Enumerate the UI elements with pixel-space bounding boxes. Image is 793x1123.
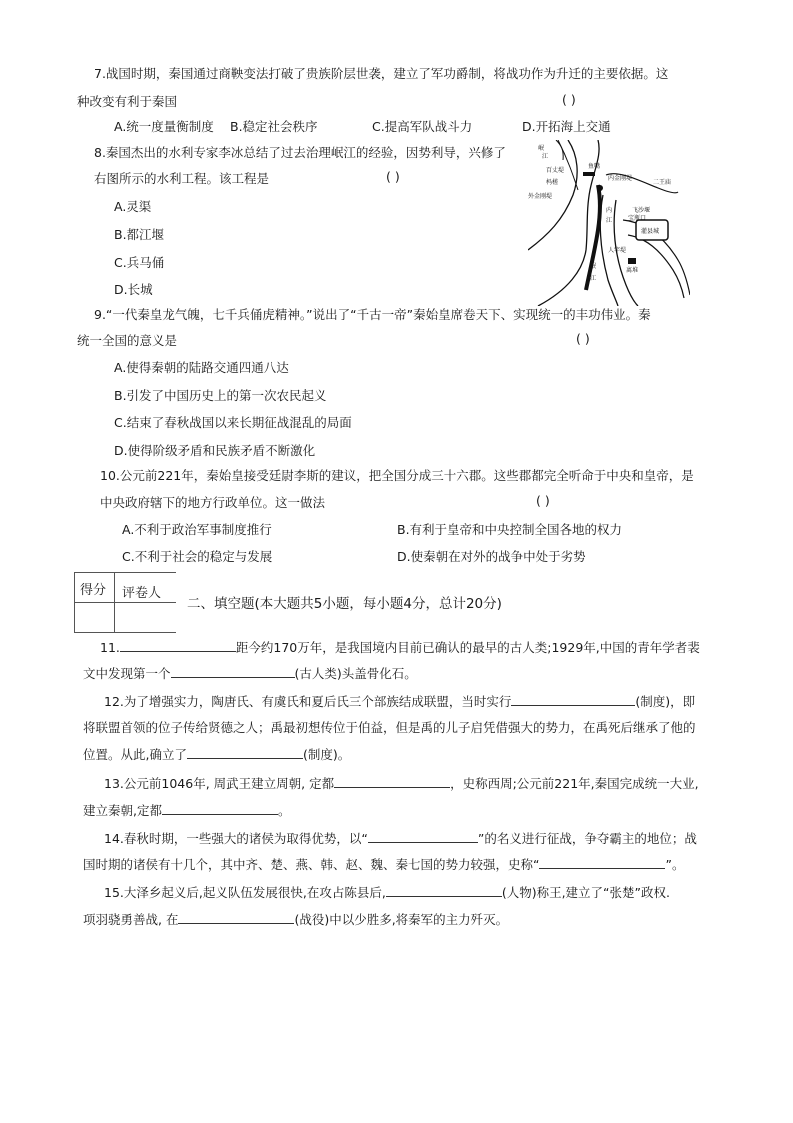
score-box bbox=[74, 572, 176, 632]
map-label-macha: 杩槎 bbox=[546, 179, 559, 186]
map-label-yuzui: 鱼嘴 bbox=[588, 163, 601, 170]
q10-option-c: C.不利于社会的稳定与发展 bbox=[122, 549, 273, 564]
q13-text-b: ，史称西周;公元前221年,秦国完成统一大业, bbox=[450, 776, 699, 791]
q12-line2: 将联盟首领的位子传给贤德之人；禹最初想传位于伯益，但是禹的儿子启凭借强大的势力，在禹死后继承了他的 bbox=[83, 720, 696, 735]
map-label-min-lower: 岷 bbox=[590, 263, 597, 270]
map-label-lidui: 离堆 bbox=[626, 267, 639, 274]
map-label-nei: 内 bbox=[606, 207, 613, 214]
q14-text-a: 14.春秋时期，一些强大的诸侯为取得优势，以“ bbox=[104, 831, 368, 846]
map-label-erwangmiao: 二王庙 bbox=[653, 179, 672, 186]
q11-text-a: 距今约170万年，是我国境内目前已确认的最早的古人类;1929年,中国的青年学者裴 bbox=[235, 640, 700, 655]
q12-text-d: (制度)。 bbox=[302, 747, 351, 762]
q9-stem-line1: 9.“一代秦皇龙气魄，七千兵俑虎精神。”说出了“千古一帝”秦始皇席卷天下、实现统一的丰功伟业。秦 bbox=[94, 307, 651, 322]
q8-answer-paren: ( ) bbox=[386, 169, 400, 184]
q9-option-c: C.结束了春秋战国以来长期征战混乱的局面 bbox=[114, 415, 352, 430]
q12-text-b: (制度)，即 bbox=[635, 694, 696, 709]
q7-stem-line2: 种改变有利于秦国 bbox=[77, 94, 178, 109]
q14-text-d: ”。 bbox=[665, 857, 685, 872]
q12-line3 bbox=[83, 744, 350, 763]
q12-blank-2[interactable] bbox=[187, 744, 303, 759]
q14-text-b: ”的名义进行征战，争夺霸主的地位；战 bbox=[477, 831, 697, 846]
q15-blank-2[interactable] bbox=[178, 909, 294, 924]
q12-text-c: 位置。从此,确立了 bbox=[83, 747, 187, 762]
q11-text-b: 文中发现第一个 bbox=[83, 666, 171, 681]
q12-line1 bbox=[104, 691, 695, 710]
q14-text-c: 国时期的诸侯有十几个，其中齐、楚、燕、韩、赵、魏、秦七国的势力较强，史称“ bbox=[83, 857, 540, 872]
map-label-baizhangdi: 百丈堤 bbox=[546, 167, 565, 174]
q15-line1 bbox=[104, 882, 670, 901]
q12-blank-1[interactable] bbox=[511, 691, 635, 706]
map-label-baopingkou: 宝瓶口 bbox=[628, 215, 647, 222]
q15-text-a: 15.大泽乡起义后,起义队伍发展很快,在攻占陈县后, bbox=[104, 885, 386, 900]
q15-text-b: (人物)称王,建立了“张楚”政权. bbox=[501, 885, 670, 900]
q13-text-c: 建立秦朝,定都 bbox=[83, 803, 162, 818]
q14-line1 bbox=[104, 828, 697, 847]
q11-blank-1[interactable] bbox=[120, 637, 236, 652]
q13-line1 bbox=[104, 773, 699, 792]
q11-line2 bbox=[83, 663, 417, 682]
q13-blank-1[interactable] bbox=[334, 773, 450, 788]
q8-option-d: D.长城 bbox=[114, 282, 153, 297]
q7-answer-paren: ( ) bbox=[562, 92, 576, 107]
map-label-inner-jingangdi: 内金刚堤 bbox=[608, 175, 633, 182]
q15-line2 bbox=[83, 909, 508, 928]
q14-line2 bbox=[83, 854, 684, 873]
section2-title: 二、填空题(本大题共5小题，每小题4分，总计20分) bbox=[187, 596, 502, 612]
q12-text-a: 12.为了增强实力，陶唐氏、有虞氏和夏后氏三个部族结成联盟，当时实行 bbox=[104, 694, 512, 709]
map-label-feishayan: 飞沙堰 bbox=[632, 207, 651, 214]
q9-stem-line2: 统一全国的意义是 bbox=[77, 333, 178, 348]
q7-stem-line1: 7.战国时期，秦国通过商鞅变法打破了贵族阶层世袭，建立了军功爵制，将战功作为升迁的主要依据。这 bbox=[94, 66, 669, 81]
q9-answer-paren: ( ) bbox=[576, 331, 590, 346]
q13-line2 bbox=[83, 800, 291, 819]
q10-option-d: D.使秦朝在对外的战争中处于劣势 bbox=[397, 549, 586, 564]
q8-stem-line2: 右图所示的水利工程。该工程是 bbox=[94, 171, 270, 186]
map-label-renzidi: 人字堤 bbox=[608, 247, 627, 254]
q8-option-c: C.兵马俑 bbox=[114, 255, 165, 270]
q8-option-a: A.灵渠 bbox=[114, 199, 152, 214]
score-label: 得分 bbox=[80, 583, 107, 598]
q11-number: 11. bbox=[100, 640, 120, 655]
dujiangyan-map bbox=[528, 140, 690, 306]
q11-line1 bbox=[100, 637, 700, 656]
q11-text-c: (古人类)头盖骨化石。 bbox=[294, 666, 417, 681]
q15-text-c: 项羽骁勇善战, 在 bbox=[83, 912, 179, 927]
q7-option-b: B.稳定社会秩序 bbox=[230, 119, 318, 134]
q15-blank-1[interactable] bbox=[386, 882, 502, 897]
q10-answer-paren: ( ) bbox=[536, 493, 550, 508]
map-label-outer-jingangdi: 外金刚堤 bbox=[528, 193, 553, 200]
q10-option-b: B.有利于皇帝和中央控制全国各地的权力 bbox=[397, 522, 623, 537]
q13-text-a: 13.公元前1046年, 周武王建立周朝, 定都 bbox=[104, 776, 335, 791]
q9-option-d: D.使得阶级矛盾和民族矛盾不断激化 bbox=[114, 443, 316, 458]
q14-blank-2[interactable] bbox=[539, 854, 665, 869]
q15-text-d: (战役)中以少胜多,将秦军的主力歼灭。 bbox=[294, 912, 509, 927]
q13-blank-2[interactable] bbox=[162, 800, 278, 815]
q10-option-a: A.不利于政治军事制度推行 bbox=[122, 522, 272, 537]
q11-blank-2[interactable] bbox=[171, 663, 295, 678]
q8-stem-line1: 8.秦国杰出的水利专家李冰总结了过去治理岷江的经验，因势利导，兴修了 bbox=[94, 145, 506, 160]
map-label-guanxian-city: 灌县城 bbox=[641, 228, 660, 235]
grader-label: 评卷人 bbox=[122, 586, 162, 601]
map-label-nei-jiang: 江 bbox=[606, 217, 613, 224]
q7-option-a: A.统一度量衡制度 bbox=[114, 119, 214, 134]
q7-option-c: C.提高军队战斗力 bbox=[372, 119, 473, 134]
q13-text-d: 。 bbox=[277, 803, 291, 818]
map-label-jiang-lower: 江 bbox=[590, 275, 597, 282]
q14-blank-1[interactable] bbox=[368, 828, 478, 843]
map-label-min: 岷 bbox=[538, 145, 545, 152]
q7-option-d: D.开拓海上交通 bbox=[522, 119, 611, 134]
q9-option-a: A.使得秦朝的陆路交通四通八达 bbox=[114, 360, 289, 375]
q9-option-b: B.引发了中国历史上的第一次农民起义 bbox=[114, 388, 327, 403]
map-label-jiang: 江 bbox=[542, 153, 549, 160]
q10-stem-line1: 10.公元前221年，秦始皇接受廷尉李斯的建议，把全国分成三十六郡。这些郡都完全听命于中央和皇帝，是 bbox=[100, 468, 694, 483]
q8-option-b: B.都江堰 bbox=[114, 227, 165, 242]
q10-stem-line2: 中央政府辖下的地方行政单位。这一做法 bbox=[100, 495, 326, 510]
